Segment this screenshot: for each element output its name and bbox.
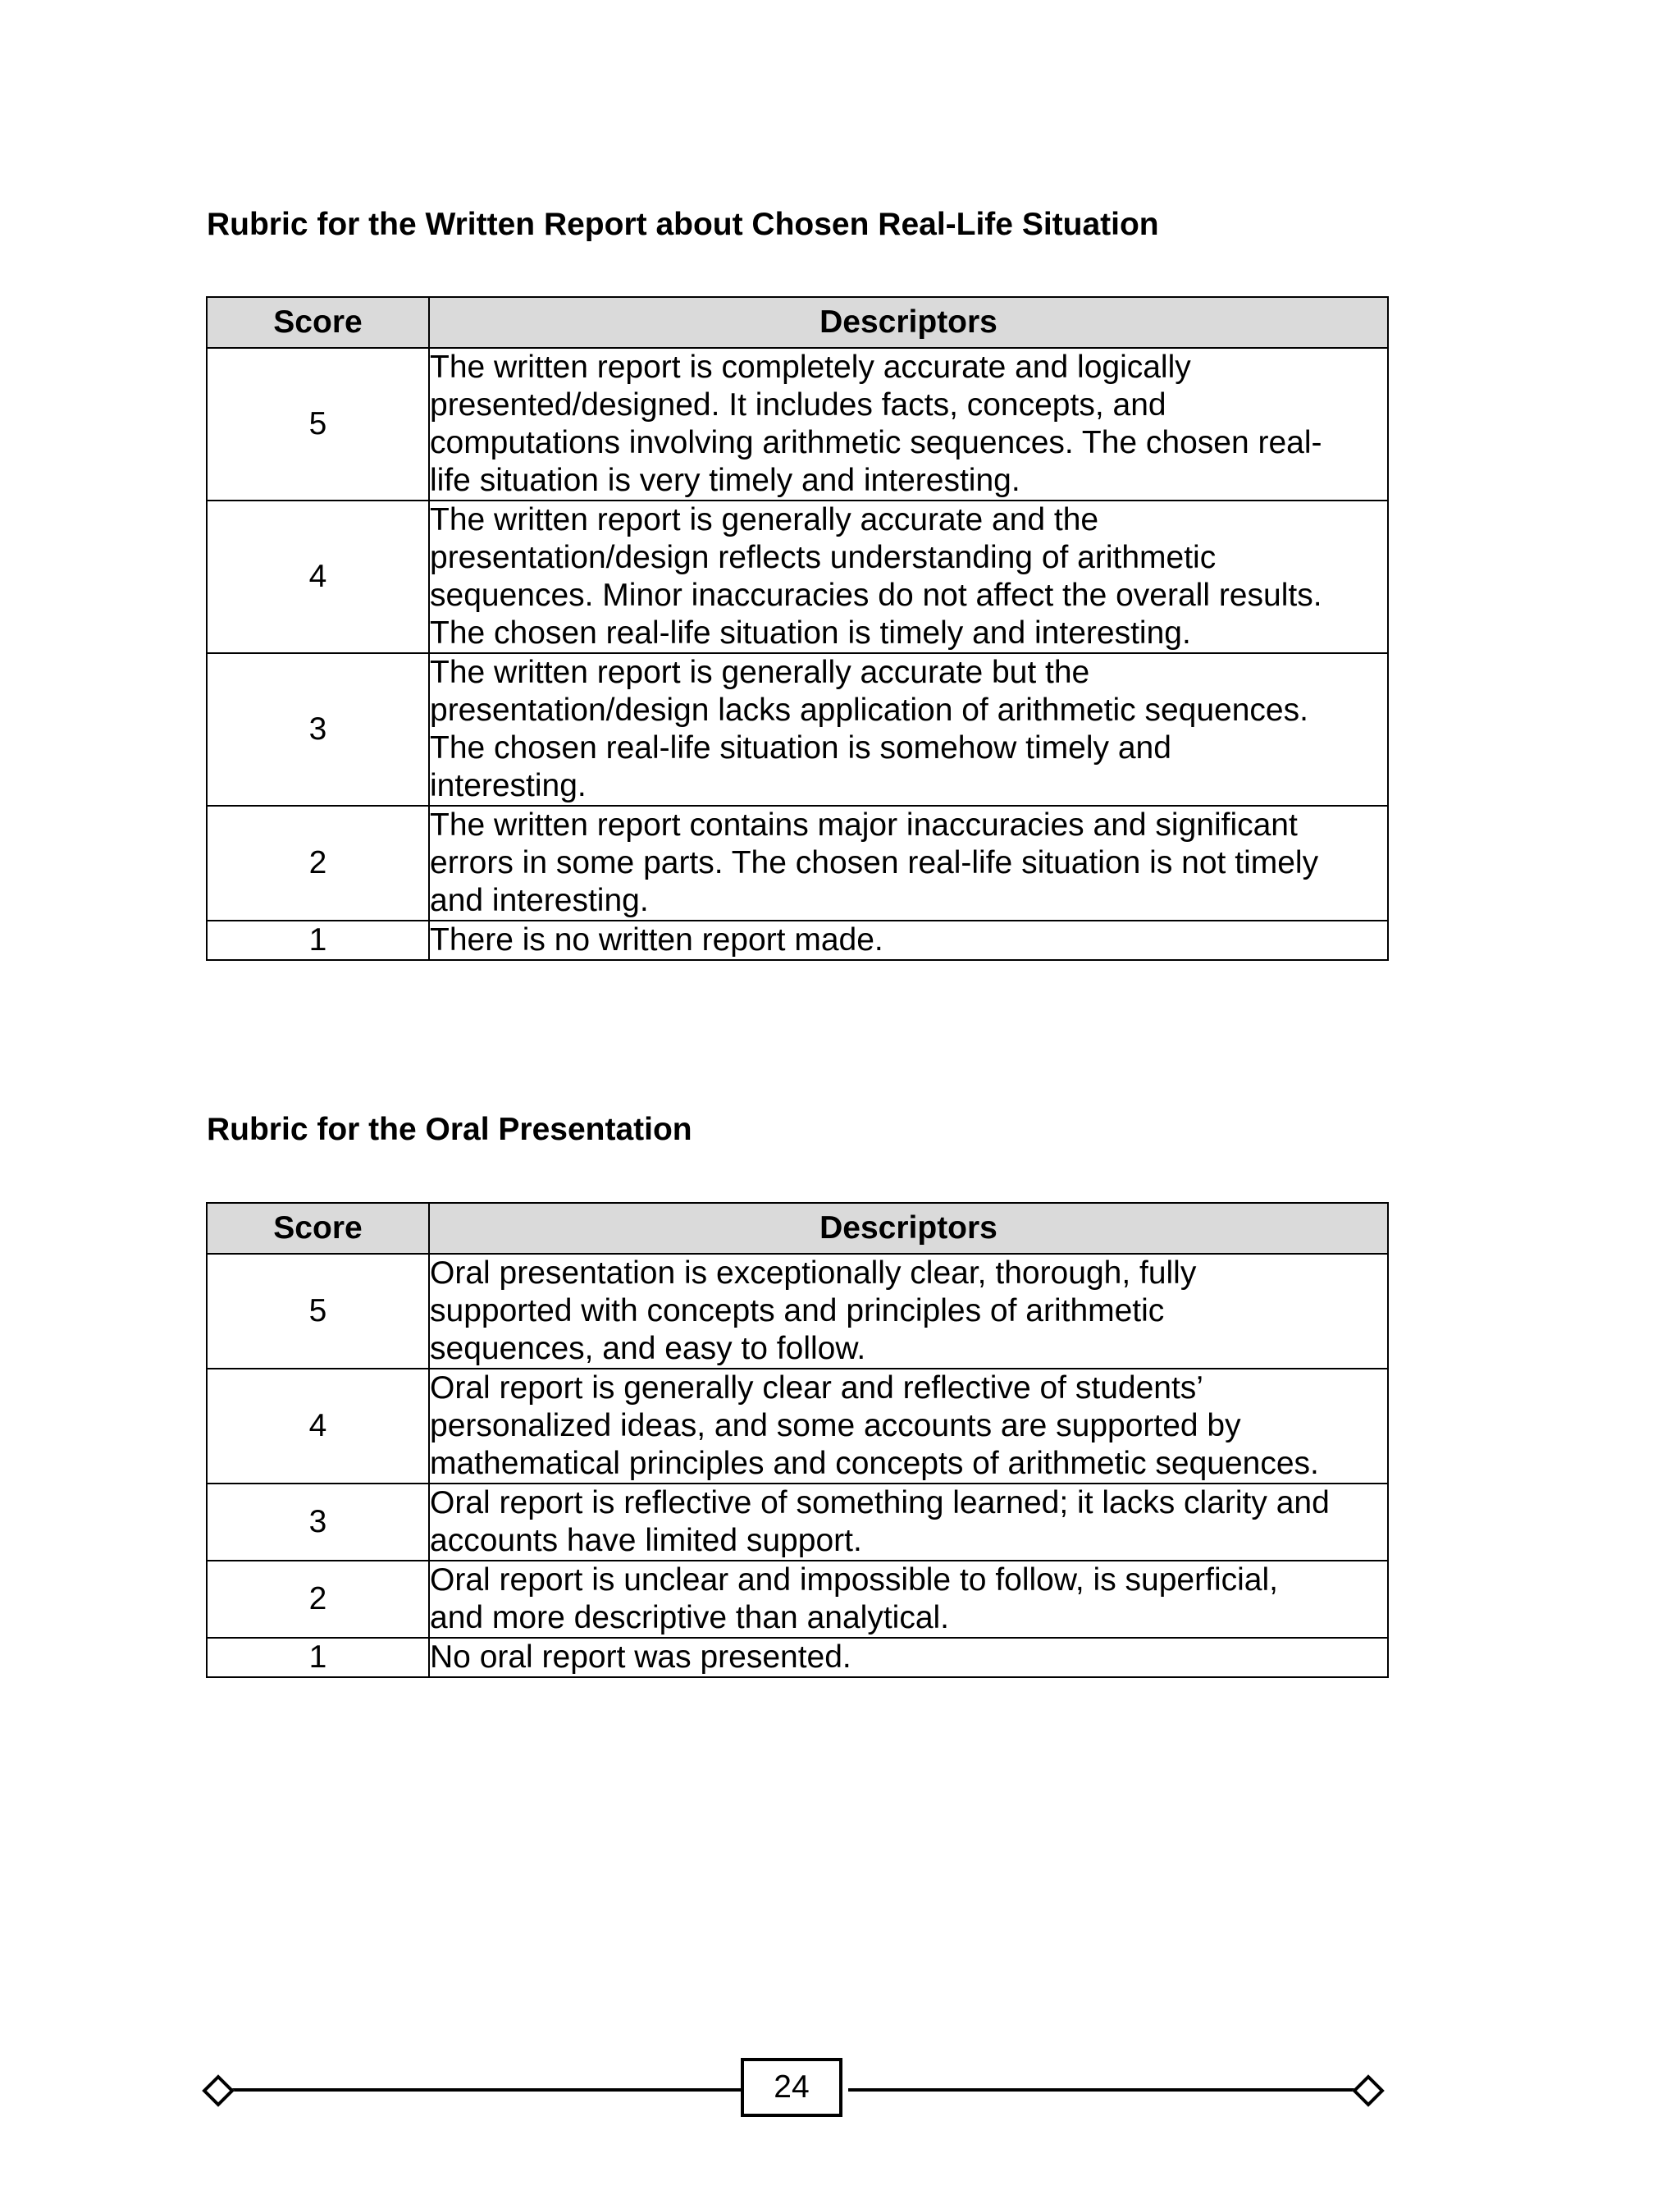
table-row	[207, 653, 1388, 806]
descriptor-line: The written report is completely accurate and logically	[430, 350, 1191, 385]
table-row	[207, 1254, 1388, 1369]
score-cell: 3	[207, 1484, 429, 1561]
table-header-row	[207, 1203, 1388, 1254]
descriptor-cell	[429, 921, 1388, 960]
descriptor-line: mathematical principles and concepts of arithmetic sequences.	[430, 1446, 1319, 1481]
table-row	[207, 921, 1388, 960]
descriptor-line: and interesting.	[430, 883, 649, 918]
descriptor-line: and more descriptive than analytical.	[430, 1600, 950, 1635]
written-rubric-title: Rubric for the Written Report about Chosen Real-Life Situation	[207, 207, 1159, 242]
table-row	[207, 501, 1388, 653]
descriptor-cell	[429, 1254, 1388, 1369]
descriptor-line: No oral report was presented.	[430, 1639, 851, 1675]
descriptor-cell	[429, 1638, 1388, 1677]
score-header: Score	[207, 1203, 429, 1254]
table-row	[207, 1369, 1388, 1484]
descriptor-line: supported with concepts and principles of arithmetic	[430, 1293, 1165, 1328]
descriptors-header: Descriptors	[429, 1203, 1388, 1254]
descriptor-line: Oral presentation is exceptionally clear, thorough, fully	[430, 1255, 1197, 1291]
descriptor-line: presented/designed. It includes facts, concepts, and	[430, 387, 1166, 423]
descriptor-cell	[429, 806, 1388, 921]
descriptor-line: The written report is generally accurate and the	[430, 502, 1099, 537]
table-row	[207, 1484, 1388, 1561]
score-cell: 4	[207, 1369, 429, 1484]
descriptor-line: interesting.	[430, 768, 587, 803]
score-cell: 4	[207, 501, 429, 653]
descriptor-line: sequences, and easy to follow.	[430, 1331, 866, 1366]
descriptor-line: Oral report is reflective of something learned; it lacks clarity and	[430, 1485, 1330, 1520]
descriptor-cell	[429, 348, 1388, 501]
descriptor-line: computations involving arithmetic sequences. The chosen real-	[430, 425, 1322, 460]
page-number: 24	[741, 2058, 842, 2117]
footer-rule-left	[220, 2088, 742, 2092]
descriptor-line: presentation/design lacks application of arithmetic sequences.	[430, 693, 1308, 728]
descriptor-line: errors in some parts. The chosen real-life situation is not timely	[430, 845, 1319, 880]
table-row	[207, 806, 1388, 921]
score-cell: 1	[207, 921, 429, 960]
descriptor-line: presentation/design reflects understanding of arithmetic	[430, 540, 1217, 575]
footer-rule-right	[848, 2088, 1367, 2092]
descriptor-cell	[429, 653, 1388, 806]
diamond-ornament-icon	[202, 2074, 235, 2107]
diamond-ornament-icon	[1352, 2074, 1385, 2107]
table-row	[207, 1638, 1388, 1677]
descriptor-cell	[429, 501, 1388, 653]
oral-rubric-title: Rubric for the Oral Presentation	[207, 1112, 692, 1147]
table-row	[207, 348, 1388, 501]
descriptor-line: The chosen real-life situation is timely and interesting.	[430, 615, 1191, 651]
descriptor-line: life situation is very timely and interesting.	[430, 463, 1020, 498]
oral-rubric-table	[206, 1202, 1389, 1678]
descriptor-line: Oral report is unclear and impossible to follow, is superficial,	[430, 1562, 1278, 1598]
descriptors-header: Descriptors	[429, 297, 1388, 348]
score-cell: 2	[207, 806, 429, 921]
table-header-row	[207, 297, 1388, 348]
score-cell: 5	[207, 348, 429, 501]
descriptor-line: The written report contains major inaccuracies and significant	[430, 807, 1298, 843]
score-cell: 2	[207, 1561, 429, 1638]
written-rubric-table	[206, 296, 1389, 961]
descriptor-cell	[429, 1484, 1388, 1561]
score-header: Score	[207, 297, 429, 348]
descriptor-line: There is no written report made.	[430, 922, 883, 958]
descriptor-cell	[429, 1369, 1388, 1484]
descriptor-line: personalized ideas, and some accounts are supported by	[430, 1408, 1241, 1443]
descriptor-line: accounts have limited support.	[430, 1523, 862, 1558]
descriptor-cell	[429, 1561, 1388, 1638]
table-row	[207, 1561, 1388, 1638]
descriptor-line: sequences. Minor inaccuracies do not affect the overall results.	[430, 578, 1322, 613]
descriptor-line: The chosen real-life situation is somehow timely and	[430, 730, 1171, 766]
descriptor-line: The written report is generally accurate but the	[430, 655, 1090, 690]
score-cell: 1	[207, 1638, 429, 1677]
score-cell: 3	[207, 653, 429, 806]
descriptor-line: Oral report is generally clear and reflective of students’	[430, 1370, 1203, 1406]
score-cell: 5	[207, 1254, 429, 1369]
